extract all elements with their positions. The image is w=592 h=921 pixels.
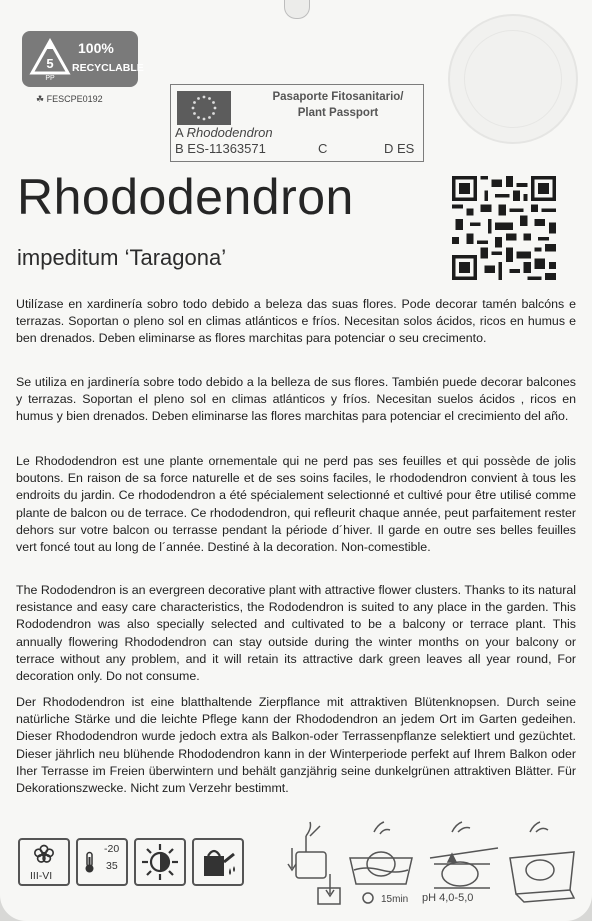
passport-row-c: C: [318, 141, 328, 156]
thermometer-icon: [78, 840, 102, 884]
temp-max: 35: [106, 860, 118, 872]
passport-row-a-letter: A: [175, 125, 183, 140]
description-spanish: Se utiliza en jardinería sobre todo debido a la belleza de sus flores. También puede decorar balcones y terrazas. Soportan el pleno sol en climas atlánticos y fríos. Necesitan suelos ácidos , ricos en humus y bien drenados. Deben eliminarse las flores marchitas para potenciar el crecimiento del año.: [16, 375, 576, 424]
soak-roots-icon: [350, 822, 412, 903]
soil-ph: pH 4,0-5,0: [422, 892, 474, 904]
flowering-period: [18, 838, 70, 886]
qr-code: [452, 176, 556, 280]
description-galician: Utilízase en xardinería sobro todo debido a beleza das suas flores. Pode decorar tamén balcóns e terrazas. Soportan o pleno sol en climas atlánticos e fríos. Necesitan solos ácidos, ricos en humus e ben drenados. Deben eliminarse as flores marchitas para potenciar o seu crecimento.: [16, 297, 576, 346]
planting-instructions: [284, 818, 576, 908]
half-sun-icon: [136, 840, 184, 884]
passport-row-a: [175, 125, 273, 140]
fsc-code: [36, 94, 103, 105]
recycling-badge: [22, 31, 144, 87]
passport-row-b: [175, 141, 419, 156]
fsc-code-text: FESCPE0192: [46, 94, 103, 104]
description-french: Le Rhododendron est une plante ornementale qui ne perd pas ses feuilles et qui possède de jolis boutons. En raison de sa force naturelle et de ses soins faciles, le rhododendron convient à tous les endroits du jardin. Ce rhododendron a été spécialement selectionné et cultivé pour être utilisé comme plante de balcon ou de terrace. Ce rhododendron, qui refleurit chaque année, peut parfaitement rester dehors sur votre balcon ou terrasse pendant la période d´hiver. Il garde en outre ses belles feuilles vert foncé tout au long de l´année. Destiné à la decoration. Non-comestible.: [16, 454, 576, 555]
fsc-tree-icon: ☘: [36, 94, 47, 104]
plant-in-planter-icon: [510, 822, 574, 902]
product-variety: impeditum ‘Taragona’: [17, 245, 227, 270]
recycle-material: PP: [45, 75, 55, 81]
passport-title-line2: Plant Passport: [297, 107, 379, 119]
recycle-percent: 100%: [78, 40, 114, 56]
temp-min: -20: [104, 843, 120, 855]
passport-title-line1: Pasaporte Fitosanitario/: [272, 91, 404, 103]
temperature-range: [76, 838, 128, 886]
care-icons: [18, 838, 254, 888]
description-german: Der Rhododendron ist eine blatthaltende Zierpflance mit attraktiven Blütenknopsen. Durch seine natürliche Stärke und die leichte Pflege kann der Rhododendron an jedem Ort im Garten gedeihen. Dieser Rhododendron wurde jedoch extra als Balkon-oder Terrassenpflanze selektiert und gezüchtet. Dieser jährlich neu blühende Rhododendron kann in der Winterperiode perfekt auf Ihrem Balkon oder Iher Terrasse im Freien überwintern und behält ganzjährig seine dunkelgrünen attraktiven Blätter. Für Dekorationszwecke. Nicht zum Verzehr bestimmt.: [16, 695, 576, 796]
product-name: Rhododendron: [17, 169, 354, 225]
flowering-months: III-VI: [30, 870, 53, 882]
recycle-code: 5: [46, 56, 54, 71]
embossed-seal: [448, 14, 578, 144]
light-requirement: [134, 838, 186, 886]
passport-title: [257, 89, 419, 121]
recycle-icon: [28, 37, 72, 81]
eu-flag-icon: [177, 91, 231, 125]
remove-pot-icon: [288, 822, 340, 904]
soak-time: 15min: [381, 894, 409, 905]
description-english: The Rododendron is an evergreen decorative plant with attractive flower clusters. Thanks to its natural resistance and easy care characteristics, the Rododendron is suited to any place in the garden. This Rododendron was also specially selected and cultivated to be a balcony or terrace plant. This annually flowering Rhododendron can stay outside during the winter months on your balcony or terrace without any problem, and it will retain its attractive dark green leaves all year round, For decoration only. Do not consume.: [16, 583, 576, 684]
passport-row-a-value: Rhododendron: [186, 125, 273, 140]
watering-can-icon: [194, 840, 242, 884]
watering-requirement: [192, 838, 244, 886]
hanger-hole: [284, 0, 310, 19]
plant-in-ground-icon: [430, 822, 498, 888]
plant-passport: [170, 84, 424, 162]
passport-row-b-letter: B: [175, 141, 184, 156]
recycle-label: RECYCLABLE: [72, 62, 144, 74]
passport-row-d: D ES: [384, 141, 415, 156]
passport-row-b-value: ES-11363571: [187, 141, 266, 156]
